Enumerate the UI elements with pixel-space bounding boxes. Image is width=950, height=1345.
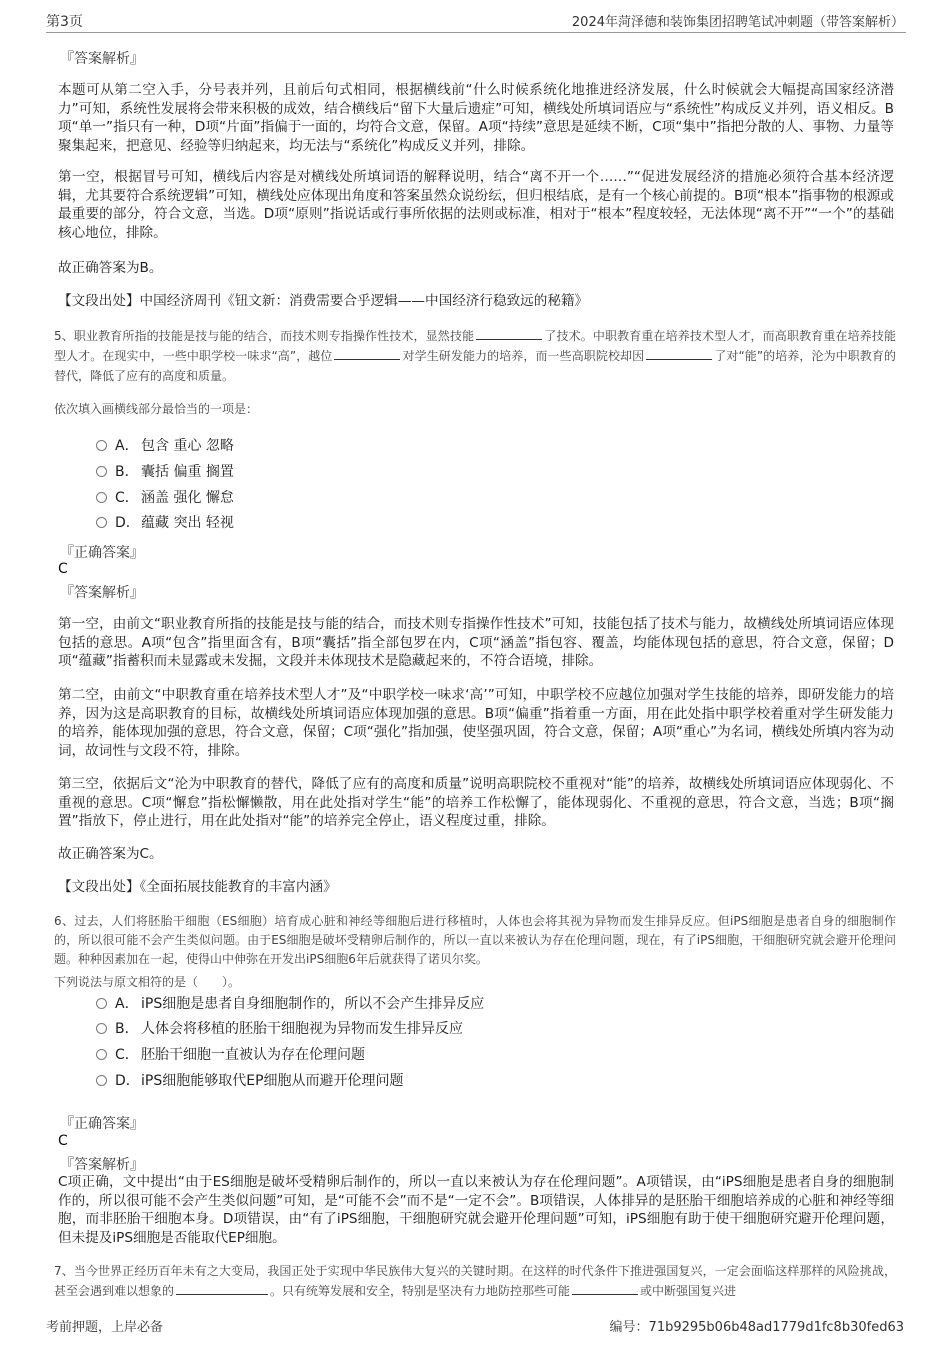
q6-option-c[interactable]: C． 胚胎干细胞一直被认为存在伦理问题 (96, 1045, 365, 1065)
page-number: 第3页 (46, 14, 83, 30)
q5-option-a[interactable]: A． 包含 重心 忽略 (96, 436, 234, 456)
q5-stem-part-a: 5、职业教育所指的技能是技与能的结合，而技术则专指操作性技术，显然技能 (54, 329, 475, 343)
q7-stem (54, 1261, 896, 1301)
footer-code-label: 编号： (609, 1320, 649, 1335)
radio-icon[interactable] (96, 1023, 107, 1034)
blank-line (476, 329, 542, 340)
q5-analysis-label: 『答案解析』 (60, 585, 144, 601)
q6-prompt: 下列说法与原文相符的是（ ）。 (54, 975, 241, 989)
footer-code-value: 71b9295b06b48ad1779d1fc8b30fed63 (648, 1320, 904, 1335)
q5-prompt: 依次填入画横线部分最恰当的一项是： (54, 402, 259, 416)
radio-icon[interactable] (96, 1049, 107, 1060)
q5-stem-part-c: 对学生研发能力的培养，而一些高职院校却因 (402, 349, 645, 363)
q7-stem-part-a: 7、当今世界正经历百年未有之大变局，我国正处于实现中华民族伟大复兴的关键时期。在这样的时代条件下推进强国复兴，一定会面临这样那样的风险挑战，甚至会遇到难以想象的 (54, 1264, 896, 1298)
footer-slogan: 考前押题，上岸必备 (46, 1320, 164, 1335)
q5-analysis-para-2: 第二空，由前文“中职教育重在培养技术型人才”及“中职学校一味求‘高’”可知，中职学校不应越位加强对学生技能的培养，即研发能力的培养，因为这是高职教育的目标，故横线处所填词语应体现加强的意思。B项“偏重”指着重一方面，用在此处指中职学校着重对学生研发能力的培养，能体现加强的意思，符合文意，保留；C项“强化”指加强，使坚强巩固，符合文意，保留；A项“重心”为名词，横线处所填内容为动词，故词性与文段不符，排除。 (58, 687, 894, 759)
radio-icon[interactable] (96, 466, 107, 477)
q5-stem (54, 326, 896, 386)
radio-icon[interactable] (96, 440, 107, 451)
radio-icon[interactable] (96, 998, 107, 1009)
q5-analysis-para-3: 第三空，依据后文“沦为中职教育的替代，降低了应有的高度和质量”说明高职院校不重视对“能”的培养，故横线处所填词语应体现弱化、不重视的意思。C项“懈怠”指松懈懒散，用在此处指对学生“能”的培养工作松懈了，能体现弱化、不重视的意思，符合文意，当选；B项“搁置”指放下，停止进行，用在此处指对“能”的培养完全停止，语义程度过重，排除。 (58, 776, 894, 830)
q6-option-a[interactable]: A． iPS细胞是患者自身细胞制作的，所以不会产生排异反应 (96, 994, 484, 1014)
document-title: 2024年菏泽德和装饰集团招聘笔试冲刺题（带答案解析） (571, 15, 904, 30)
blank-line (176, 1284, 268, 1295)
q4-analysis-para-1: 本题可从第二空入手，分号表并列，且前后句式相同，根据横线前“什么时候系统化地推进经济发展，什么时候就会大幅提高国家经济潜力”可知，系统性发展将会带来积极的成效，结合横线后“留下大量后遗症”可知，横线处所填词语应与“系统性”构成反义并列，语义相反。B项“单一”指只有一种，D项“片面”指偏于一面的，均符合文意，保留。A项“持续”意思是延续不断，C项“集中”指把分散的人、事物、力量等聚集起来，把意见、经验等归纳起来，均无法与“系统化”构成反义并列，排除。 (58, 82, 894, 154)
q5-correct-answer: C (58, 561, 68, 577)
q5-option-c[interactable]: C． 涵盖 强化 懈怠 (96, 488, 234, 508)
header-divider (46, 32, 906, 33)
q5-analysis-para-1: 第一空，由前文“职业教育所指的技能是技与能的结合，而技术则专指操作性技术”可知，技能包括了技术与能力，故横线处所填词语应体现包括的意思。A项“包含”指里面含有，B项“囊括”指全部包罗在内，C项“涵盖”指包容、覆盖，均能体现包括的意思，符合文意，保留；D项“蕴藏”指蓄积而未显露或未发掘，文段并未体现技术是隐藏起来的，不符合语境，排除。 (58, 616, 894, 670)
blank-line (572, 1284, 638, 1295)
footer-code (610, 1316, 904, 1335)
q7-stem-part-b: 。只有统筹发展和安全，特别是坚决有力地防控那些可能 (270, 1284, 571, 1298)
q6-correct-label: 『正确答案』 (60, 1116, 144, 1132)
radio-icon[interactable] (96, 492, 107, 503)
q6-analysis-label: 『答案解析』 (60, 1157, 144, 1173)
q5-source: 【文段出处】《全面拓展技能教育的丰富内涵》 (58, 879, 337, 895)
q5-conclusion: 故正确答案为C。 (58, 846, 163, 862)
q4-analysis-para-2: 第一空，根据冒号可知，横线后内容是对横线处所填词语的解释说明，结合“离不开一个……”“促进发展经济的措施必须符合基本经济逻辑，尤其要符合系统逻辑”可知，横线处应体现出角度和答案虽然众说纷纭，但归根结底，是有一个核心前提的。B项“根本”指事物的根源或最重要的部分，符合文意，当选。D项“原则”指说话或行事所依据的法则或标准，相对于“根本”程度较轻，无法体现“离不开”“一个”的基础核心地位，排除。 (58, 169, 894, 241)
q6-analysis: C项正确，文中提出“由于ES细胞是破坏受精卵后制作的，所以一直以来被认为存在伦理问题”。A项错误，由“iPS细胞是患者自身的细胞制作的，所以很可能不会产生类似问题”可知，是“可能不会”而不是“一定不会”。B项错误，人体排异的是胚胎干细胞培养成的心脏和神经等细胞，而非胚胎干细胞本身。D项错误，由“有了iPS细胞，干细胞研究就会避开伦理问题”可知，iPS细胞有助于使干细胞研究避开伦理问题，但未提及iPS细胞是否能取代EP细胞。 (58, 1174, 894, 1246)
q6-option-b[interactable]: B． 人体会将移植的胚胎干细胞视为异物而发生排异反应 (96, 1019, 463, 1039)
q5-stem-part-b: 了技术。中职教育重在培养技术型人才，而高职教育重在培养技能型人才。在现实中，一些中职学校一味求“高”，越位 (54, 329, 896, 363)
q5-option-d[interactable]: D．蕴藏 突出 轻视 (96, 513, 234, 533)
q6-option-d[interactable]: D．iPS细胞能够取代EP细胞从而避开伦理问题 (96, 1071, 404, 1091)
q6-stem: 6、过去，人们将胚胎干细胞（ES细胞）培育成心脏和神经等细胞后进行移植时，人体也会将其视为异物而发生排异反应。但iPS细胞是患者自身的细胞制作的，所以很可能不会产生类似问题。由于ES细胞是破坏受精卵后制作的，所以一直以来被认为存在伦理问题，现在，有了iPS细胞，干细胞研究就会避开伦理问题。种种因素加在一起，使得山中伸弥在开发出iPS细胞6年后就获得了诺贝尔奖。 (54, 914, 896, 966)
q4-analysis-label: 『答案解析』 (60, 51, 144, 67)
q4-source: 【文段出处】中国经济周刊《钮文新：消费需要合乎逻辑——中国经济行稳致远的秘籍》 (58, 293, 589, 309)
q6-correct-answer: C (58, 1133, 68, 1149)
q7-stem-part-c: 或中断强国复兴进 (640, 1284, 737, 1298)
q5-correct-label: 『正确答案』 (60, 545, 144, 561)
blank-line (334, 349, 400, 360)
q5-option-b[interactable]: B． 囊括 偏重 搁置 (96, 462, 234, 482)
q5-stem-part-d: 了对“能”的培养，沦为中职教育的替代，降低了应有的高度和质量。 (54, 349, 896, 383)
radio-icon[interactable] (96, 517, 107, 528)
q4-conclusion: 故正确答案为B。 (58, 260, 163, 276)
radio-icon[interactable] (96, 1075, 107, 1086)
blank-line (646, 349, 712, 360)
